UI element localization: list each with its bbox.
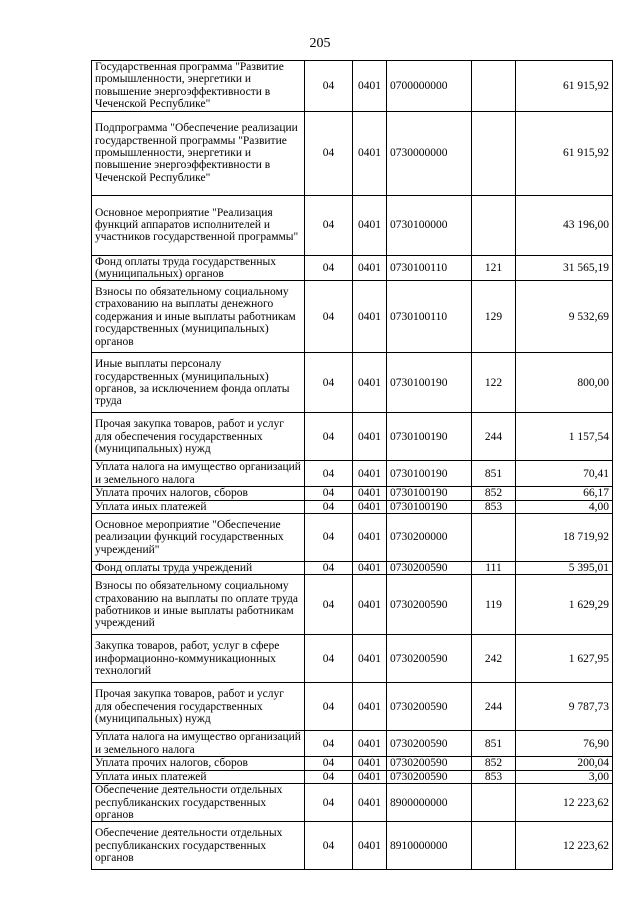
cell-subsection: 0401 xyxy=(353,500,387,513)
cell-section: 04 xyxy=(305,757,353,770)
cell-amount: 43 196,00 xyxy=(516,195,613,255)
cell-amount: 9 787,73 xyxy=(516,683,613,731)
cell-section: 04 xyxy=(305,562,353,575)
cell-expense-type: 119 xyxy=(472,575,516,635)
table-row xyxy=(92,255,613,281)
cell-name: Уплата налога на имущество организаций и земельного налога xyxy=(92,731,305,757)
cell-subsection: 0401 xyxy=(353,683,387,731)
cell-code: 0730100000 xyxy=(387,195,472,255)
table-row xyxy=(92,281,613,353)
cell-code: 0730100190 xyxy=(387,413,472,461)
table-row xyxy=(92,683,613,731)
table-row xyxy=(92,111,613,195)
cell-code: 8910000000 xyxy=(387,822,472,870)
cell-subsection: 0401 xyxy=(353,461,387,487)
cell-amount: 4,00 xyxy=(516,500,613,513)
cell-expense-type: 851 xyxy=(472,461,516,487)
cell-code: 0730200590 xyxy=(387,757,472,770)
cell-section: 04 xyxy=(305,111,353,195)
cell-code: 0730200590 xyxy=(387,575,472,635)
cell-code: 0730100190 xyxy=(387,487,472,500)
cell-expense-type: 244 xyxy=(472,683,516,731)
cell-subsection: 0401 xyxy=(353,487,387,500)
cell-expense-type: 244 xyxy=(472,413,516,461)
table-row xyxy=(92,487,613,500)
cell-code: 0730200590 xyxy=(387,731,472,757)
cell-expense-type: 122 xyxy=(472,353,516,413)
page-number: 205 xyxy=(309,36,331,51)
cell-code: 0730100190 xyxy=(387,461,472,487)
cell-name: Прочая закупка товаров, работ и услуг для обеспечения государственных (муниципальных) нужд xyxy=(92,413,305,461)
cell-expense-type xyxy=(472,111,516,195)
cell-section: 04 xyxy=(305,413,353,461)
table-row xyxy=(92,822,613,870)
cell-name: Государственная программа "Развитие промышленности, энергетики и повышение энергоэффективности в Чеченской Республике" xyxy=(92,61,305,112)
cell-code: 0730100110 xyxy=(387,281,472,353)
cell-code: 0730100110 xyxy=(387,255,472,281)
table-row xyxy=(92,575,613,635)
cell-expense-type: 242 xyxy=(472,635,516,683)
table-body xyxy=(92,61,613,870)
cell-section: 04 xyxy=(305,784,353,822)
cell-name: Уплата прочих налогов, сборов xyxy=(92,487,305,500)
cell-code: 0700000000 xyxy=(387,61,472,112)
cell-name: Основное мероприятие "Реализация функций аппаратов исполнителей и участников государственной программы" xyxy=(92,195,305,255)
cell-amount: 1 157,54 xyxy=(516,413,613,461)
cell-section: 04 xyxy=(305,770,353,783)
cell-amount: 31 565,19 xyxy=(516,255,613,281)
cell-code: 0730200590 xyxy=(387,635,472,683)
cell-expense-type xyxy=(472,514,516,562)
cell-name: Уплата налога на имущество организаций и земельного налога xyxy=(92,461,305,487)
cell-subsection: 0401 xyxy=(353,562,387,575)
table-row xyxy=(92,562,613,575)
cell-name: Закупка товаров, работ, услуг в сфере информационно-коммуникационных технологий xyxy=(92,635,305,683)
cell-section: 04 xyxy=(305,822,353,870)
table-row xyxy=(92,757,613,770)
cell-section: 04 xyxy=(305,635,353,683)
table-row xyxy=(92,784,613,822)
cell-name: Фонд оплаты труда учреждений xyxy=(92,562,305,575)
cell-subsection: 0401 xyxy=(353,770,387,783)
cell-name: Обеспечение деятельности отдельных республиканских государственных органов xyxy=(92,822,305,870)
cell-section: 04 xyxy=(305,500,353,513)
cell-code: 0730200590 xyxy=(387,770,472,783)
cell-amount: 12 223,62 xyxy=(516,822,613,870)
cell-expense-type xyxy=(472,195,516,255)
budget-table xyxy=(91,60,613,870)
table-row xyxy=(92,500,613,513)
cell-name: Обеспечение деятельности отдельных республиканских государственных органов xyxy=(92,784,305,822)
cell-subsection: 0401 xyxy=(353,757,387,770)
cell-name: Уплата иных платежей xyxy=(92,500,305,513)
cell-amount: 1 627,95 xyxy=(516,635,613,683)
cell-expense-type xyxy=(472,784,516,822)
table-row xyxy=(92,195,613,255)
cell-section: 04 xyxy=(305,281,353,353)
cell-subsection: 0401 xyxy=(353,635,387,683)
cell-code: 0730100190 xyxy=(387,500,472,513)
cell-name: Уплата прочих налогов, сборов xyxy=(92,757,305,770)
cell-amount: 3,00 xyxy=(516,770,613,783)
cell-amount: 800,00 xyxy=(516,353,613,413)
cell-section: 04 xyxy=(305,487,353,500)
table-row xyxy=(92,635,613,683)
cell-amount: 12 223,62 xyxy=(516,784,613,822)
cell-expense-type: 852 xyxy=(472,487,516,500)
cell-name: Подпрограмма "Обеспечение реализации государственной программы "Развитие промышленности, энергетики и повышение энергоэффективности в Чеченской Республике" xyxy=(92,111,305,195)
table-row xyxy=(92,61,613,112)
cell-expense-type: 853 xyxy=(472,500,516,513)
cell-subsection: 0401 xyxy=(353,413,387,461)
cell-section: 04 xyxy=(305,461,353,487)
cell-code: 0730200590 xyxy=(387,562,472,575)
cell-amount: 9 532,69 xyxy=(516,281,613,353)
cell-amount: 76,90 xyxy=(516,731,613,757)
cell-subsection: 0401 xyxy=(353,111,387,195)
cell-code: 0730000000 xyxy=(387,111,472,195)
table-row xyxy=(92,413,613,461)
cell-amount: 70,41 xyxy=(516,461,613,487)
table-row xyxy=(92,461,613,487)
cell-subsection: 0401 xyxy=(353,61,387,112)
cell-amount: 61 915,92 xyxy=(516,111,613,195)
cell-expense-type: 852 xyxy=(472,757,516,770)
cell-name: Взносы по обязательному социальному страхованию на выплаты денежного содержания и иные выплаты работникам государственных (муниципальных) органов xyxy=(92,281,305,353)
cell-amount: 1 629,29 xyxy=(516,575,613,635)
cell-section: 04 xyxy=(305,255,353,281)
cell-section: 04 xyxy=(305,514,353,562)
table-row xyxy=(92,770,613,783)
cell-expense-type xyxy=(472,822,516,870)
cell-subsection: 0401 xyxy=(353,353,387,413)
cell-code: 0730200590 xyxy=(387,683,472,731)
cell-section: 04 xyxy=(305,195,353,255)
cell-section: 04 xyxy=(305,353,353,413)
cell-section: 04 xyxy=(305,731,353,757)
cell-expense-type: 853 xyxy=(472,770,516,783)
cell-name: Взносы по обязательному социальному страхованию на выплаты по оплате труда работников и иные выплаты работникам учреждений xyxy=(92,575,305,635)
cell-amount: 5 395,01 xyxy=(516,562,613,575)
cell-code: 0730200000 xyxy=(387,514,472,562)
cell-subsection: 0401 xyxy=(353,575,387,635)
cell-name: Основное мероприятие "Обеспечение реализации функций государственных учреждений" xyxy=(92,514,305,562)
cell-section: 04 xyxy=(305,683,353,731)
cell-subsection: 0401 xyxy=(353,822,387,870)
cell-name: Уплата иных платежей xyxy=(92,770,305,783)
cell-subsection: 0401 xyxy=(353,281,387,353)
cell-expense-type: 129 xyxy=(472,281,516,353)
cell-expense-type: 111 xyxy=(472,562,516,575)
cell-subsection: 0401 xyxy=(353,731,387,757)
cell-code: 0730100190 xyxy=(387,353,472,413)
cell-section: 04 xyxy=(305,575,353,635)
cell-expense-type: 851 xyxy=(472,731,516,757)
cell-subsection: 0401 xyxy=(353,255,387,281)
cell-section: 04 xyxy=(305,61,353,112)
cell-amount: 18 719,92 xyxy=(516,514,613,562)
cell-expense-type xyxy=(472,61,516,112)
cell-name: Фонд оплаты труда государственных (муниципальных) органов xyxy=(92,255,305,281)
cell-subsection: 0401 xyxy=(353,195,387,255)
cell-subsection: 0401 xyxy=(353,514,387,562)
table-row xyxy=(92,514,613,562)
cell-amount: 66,17 xyxy=(516,487,613,500)
cell-amount: 200,04 xyxy=(516,757,613,770)
cell-code: 8900000000 xyxy=(387,784,472,822)
table-row xyxy=(92,353,613,413)
cell-subsection: 0401 xyxy=(353,784,387,822)
cell-name: Прочая закупка товаров, работ и услуг для обеспечения государственных (муниципальных) нужд xyxy=(92,683,305,731)
cell-name: Иные выплаты персоналу государственных (муниципальных) органов, за исключением фонда оплаты труда xyxy=(92,353,305,413)
cell-expense-type: 121 xyxy=(472,255,516,281)
table-row xyxy=(92,731,613,757)
cell-amount: 61 915,92 xyxy=(516,61,613,112)
